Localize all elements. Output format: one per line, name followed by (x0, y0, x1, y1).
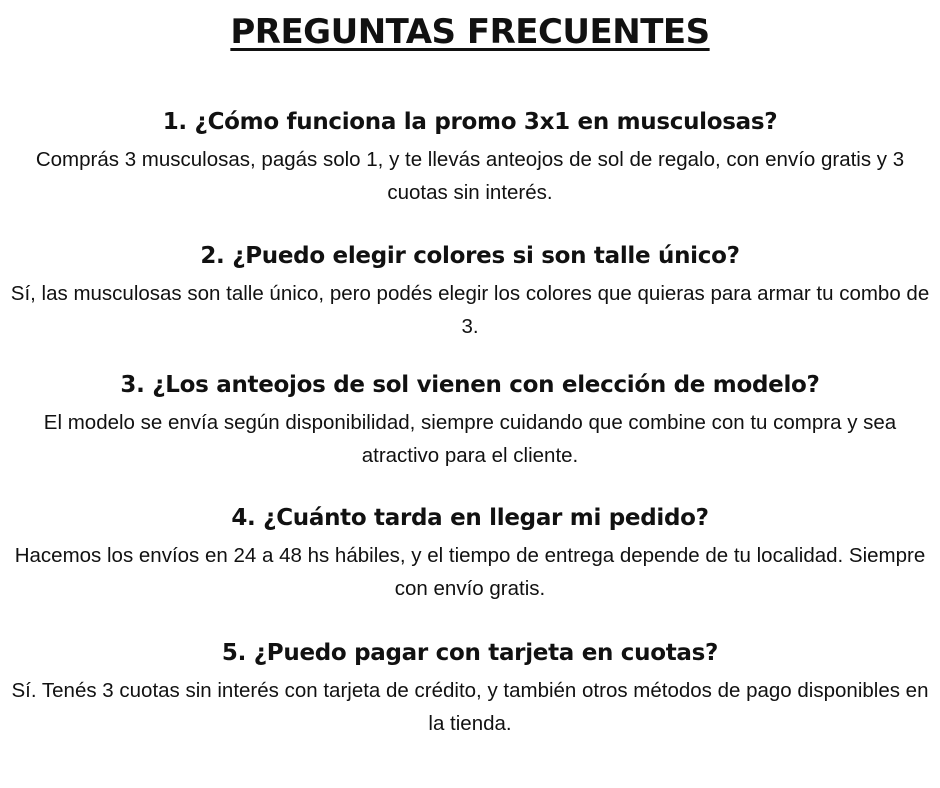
page-title: PREGUNTAS FRECUENTES (230, 12, 710, 52)
faq-answer-5: Sí. Tenés 3 cuotas sin interés con tarjeta de crédito, y también otros métodos de pago disponibles en la tienda. (11, 679, 929, 735)
faq-question-2: 2. ¿Puedo elegir colores si son talle único? (200, 243, 740, 269)
faq-item-5 (8, 639, 932, 740)
faq-item-2 (8, 242, 932, 343)
faq-item-3 (8, 371, 932, 472)
faq-answer-2: Sí, las musculosas son talle único, pero podés elegir los colores que quieras para armar tu combo de 3. (10, 282, 930, 338)
faq-question-3: 3. ¿Los anteojos de sol vienen con elección de modelo? (120, 372, 820, 398)
faq-answer-1: Comprás 3 musculosas, pagás solo 1, y te llevás anteojos de sol de regalo, con envío gratis y 3 cuotas sin interés. (35, 148, 905, 204)
faq-item-1 (8, 108, 932, 209)
faq-question-4: 4. ¿Cuánto tarda en llegar mi pedido? (231, 505, 709, 531)
faq-answer-3: El modelo se envía según disponibilidad, siempre cuidando que combine con tu compra y sea atractivo para el cliente. (43, 411, 897, 467)
faq-question-5: 5. ¿Puedo pagar con tarjeta en cuotas? (221, 640, 719, 666)
faq-list (8, 108, 932, 740)
faq-question-1: 1. ¿Cómo funciona la promo 3x1 en musculosas? (162, 109, 778, 135)
faq-item-4 (8, 504, 932, 605)
faq-answer-4: Hacemos los envíos en 24 a 48 hs hábiles, y el tiempo de entrega depende de tu localidad. Siempre con envío gratis. (14, 544, 926, 600)
